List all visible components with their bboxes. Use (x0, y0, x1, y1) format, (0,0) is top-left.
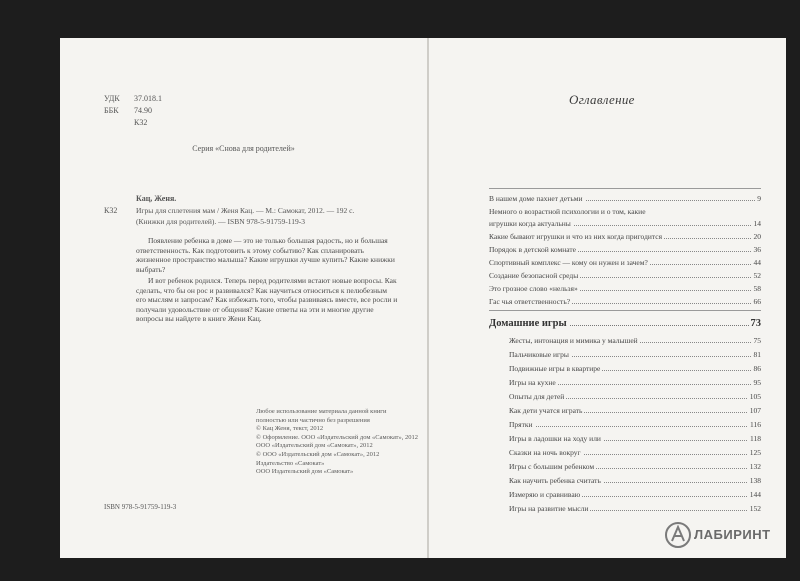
toc-entry-title: Жесты, интонация и мимика у малышей (509, 336, 638, 345)
toc-entry (489, 228, 761, 241)
toc-title: Оглавление (569, 92, 635, 107)
toc-entry-page: 86 (753, 364, 761, 373)
toc-entry-title: Как дети учатся играть (509, 406, 583, 415)
annotation-paragraph-2: И вот ребенок родился. Теперь перед родителями встают новые вопросы. Как сделать, что бы он рос и развивался? Как научиться относиться к пелюбезным его мыслям и запросам? Как избежать того, чтобы развиваясь вместе, все росли и получали удовольствие от общения? Какие ответы на эти и многие другие вопросы вы найдете в книге Жени Кац. (136, 276, 398, 324)
copyright-line: © Оформление. ООО «Издательский дом «Самокат», 2012 (256, 433, 419, 441)
toc-entry-page: 105 (749, 392, 761, 401)
toc-entry (509, 360, 761, 373)
toc-entry-page: 107 (749, 406, 761, 415)
annotation-paragraph-1: Появление ребенка в доме — это не только большая радость, но и большая ответственность. Как подготовить к этому событию? Как спланировать жизненное пространство малыша? Какие игрушки лучше купить? Какие книжки выбрать? (136, 236, 395, 274)
toc-entry-page: 118 (750, 434, 761, 443)
catalog-line-1: Игры для сплетения мам / Женя Кац. — М.: Самокат, 2012. — 192 с. (136, 206, 355, 215)
toc-entry (509, 388, 761, 401)
toc-middle-rule (489, 310, 761, 311)
copyright-line: ООО «Издательский дом «Самокат», 2012 (256, 442, 373, 450)
copyright-block (256, 408, 418, 477)
toc-entry (509, 402, 761, 415)
book-gutter (427, 38, 429, 558)
toc-entry-title: Как научить ребенка считать (509, 476, 601, 485)
toc-entry-title: Гас чья ответственность? (489, 297, 571, 306)
copyright-line: Издательство «Самокат» (256, 459, 325, 467)
toc-entry-title: Игры на кухне (509, 378, 556, 387)
toc-entry-title: Пальчиковые игры (509, 350, 569, 359)
labirint-logo-icon (664, 521, 692, 549)
isbn: ISBN 978-5-91759-119-3 (104, 503, 177, 511)
toc-entry-page: 52 (753, 271, 761, 280)
toc-section-title: Домашние игры (489, 318, 567, 329)
udk-value: 37.018.1 (134, 94, 162, 103)
toc-entry-title: Немного о возрастной психологии и о том, какие (489, 207, 646, 216)
labirint-logo-text: ЛАБИРИНТ (694, 527, 771, 542)
labirint-watermark (664, 521, 784, 551)
toc-entry-page: 20 (753, 232, 761, 241)
toc-entry (489, 190, 761, 203)
toc-entry-page: 66 (753, 297, 761, 306)
toc-entry (489, 215, 761, 228)
toc-entry (489, 267, 761, 280)
toc-entry (489, 280, 761, 293)
toc-entry-title: игрушки когда актуальны (489, 219, 571, 228)
toc-entry-title: Создание безопасной среды (489, 271, 579, 280)
left-page (60, 38, 427, 558)
toc-entry-title: Прятки (509, 420, 533, 429)
copyright-line: ООО Издательский дом «Самокат» (256, 468, 354, 476)
book-spread (60, 38, 786, 558)
toc-entry-page: 125 (749, 448, 761, 457)
copyright-line: Любое использование материала данной книги (256, 408, 387, 415)
toc-entry (509, 374, 761, 387)
toc-entry-title: В нашем доме пахнет детьми (489, 194, 583, 203)
toc-entry-title: Это грозное слово «нельзя» (489, 284, 578, 293)
toc-entry-page: 75 (753, 336, 761, 345)
toc-entry-page: 116 (750, 420, 761, 429)
toc-entry (509, 500, 761, 513)
toc-entry-title: Игры на развитие мысли (509, 504, 589, 513)
toc-entry-title: Опыты для детей (509, 392, 565, 401)
toc-entry-page: 95 (753, 378, 761, 387)
toc-entry-title: Измеряю и сравниваю (509, 490, 581, 499)
toc-entry (509, 430, 761, 443)
bbk-label: ББК (104, 106, 119, 115)
toc-entry (509, 486, 761, 499)
toc-entry (489, 254, 761, 267)
toc-entry-title: Игры с большим ребенком (509, 462, 595, 471)
catalog-line-2: (Книжки для родителей). — ISBN 978-5-91759-119-3 (136, 217, 305, 226)
catalog-code: К32 (104, 206, 118, 215)
copyright-line: полностью или частично без разрешения (256, 416, 370, 424)
udk-label: УДК (104, 94, 120, 103)
toc-entry-title: Игры в ладошки на ходу или (509, 434, 601, 443)
toc-entry (509, 346, 761, 359)
right-page (429, 38, 786, 558)
toc-entry-page: 36 (753, 245, 761, 254)
toc-entry-page: 58 (753, 284, 761, 293)
series-title: Серия «Снова для родителей» (192, 144, 295, 153)
toc-entry-title: Спортивный комплекс — кому он нужен и зачем? (489, 258, 648, 267)
author-heading: Кац, Женя. (136, 194, 177, 203)
toc-entry (489, 293, 761, 306)
toc-entry (509, 444, 761, 457)
toc-entry-page: 81 (753, 350, 761, 359)
toc-entry (509, 458, 761, 471)
toc-entry-page: 9 (757, 194, 761, 203)
toc-section-page: 73 (750, 318, 761, 329)
toc-entry-page: 152 (749, 504, 761, 513)
bbk-value: 74.90 (134, 106, 152, 115)
toc-entry-title: Подвижные игры в квартире (509, 364, 601, 373)
toc-entry (509, 416, 761, 429)
toc-entry-page: 14 (753, 219, 761, 228)
toc-entry-title: Сказки на ночь вокруг (509, 448, 581, 457)
toc-top-rule (489, 188, 761, 189)
classification-mark: К32 (134, 118, 148, 127)
toc-entry-page: 44 (753, 258, 761, 267)
copyright-line: © Кац Женя, текст, 2012 (256, 425, 324, 433)
toc-entry-page: 138 (749, 476, 761, 485)
toc-section-heading (489, 313, 761, 329)
toc-entry (509, 332, 761, 345)
toc-entry-title: Какие бывают игрушки и что из них когда пригодится (489, 232, 663, 241)
toc-entry-page: 132 (749, 462, 761, 471)
toc-entry-title: Порядок в детской комнате (489, 245, 576, 254)
copyright-line: © ООО «Издательский дом «Самокат», 2012 (256, 450, 380, 458)
toc-entry (509, 472, 761, 485)
toc-entry (489, 241, 761, 254)
toc-entry-page: 144 (749, 490, 761, 499)
